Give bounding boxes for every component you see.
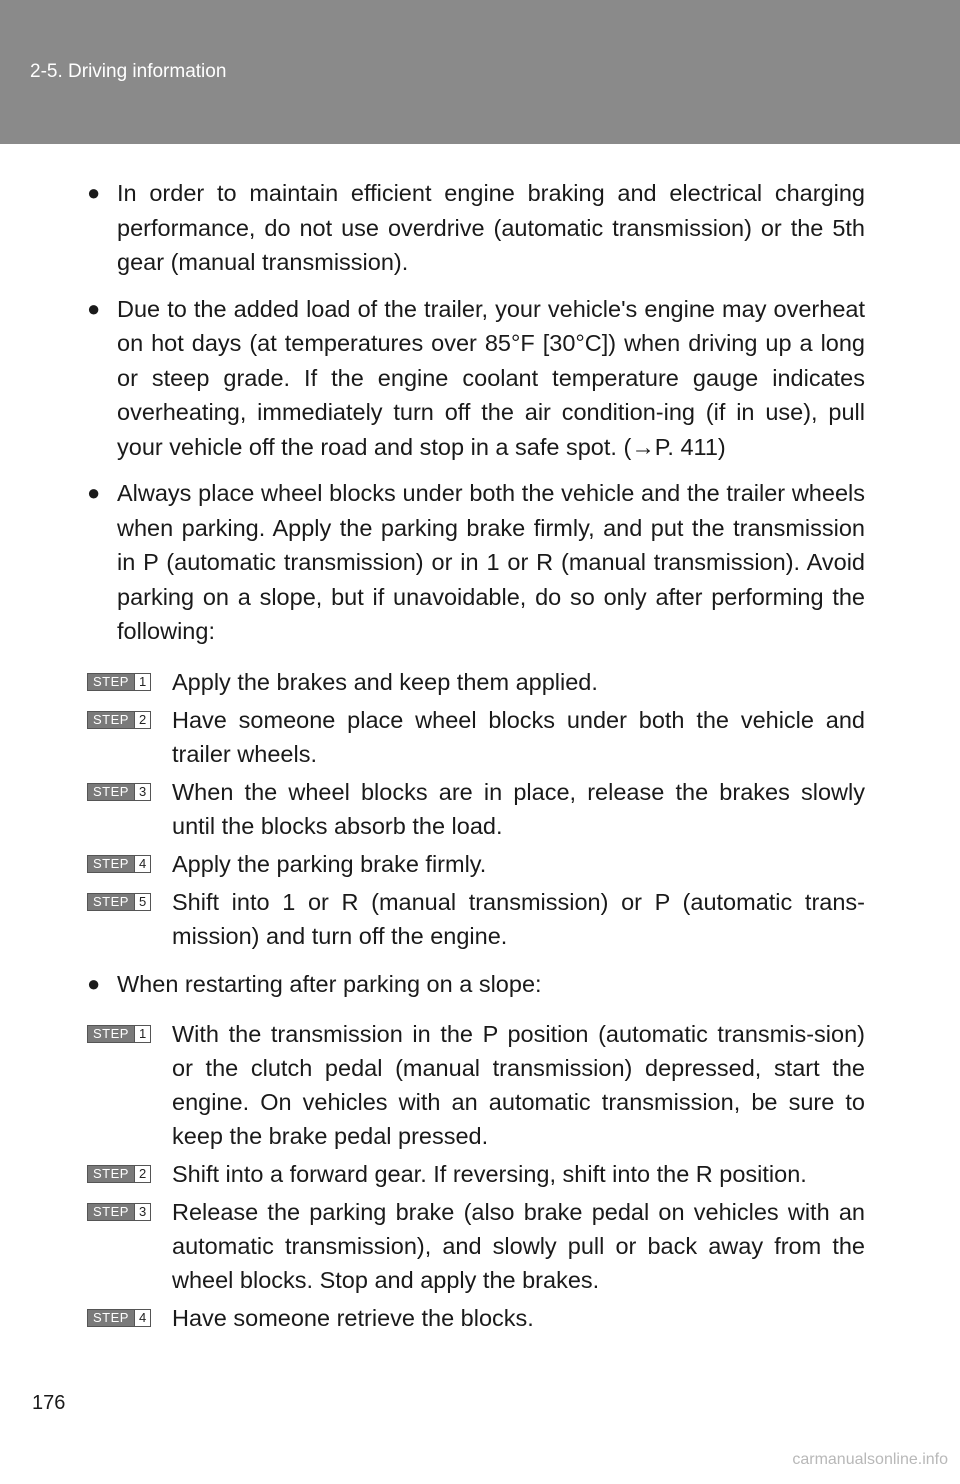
step-badge-label: STEP: [88, 712, 134, 728]
step-badge-label: STEP: [88, 1026, 134, 1042]
step-text: When the wheel blocks are in place, release the brakes slowly until the blocks absorb the load.: [172, 778, 865, 839]
step-badge-label: STEP: [88, 1166, 134, 1182]
step-item: [87, 1157, 865, 1191]
step-badge: [87, 783, 151, 801]
step-badge-label: STEP: [88, 1310, 134, 1326]
step-badge-number: 4: [134, 1310, 150, 1326]
step-text: Shift into 1 or R (manual transmission) or P (automatic trans-mission) and turn off the engine.: [172, 888, 865, 949]
bullet-text: In order to maintain efficient engine braking and electrical charging performance, do not use overdrive (automatic transmission) or the 5th gear (manual transmission).: [117, 180, 865, 275]
step-badge-number: 3: [134, 784, 150, 800]
step-item: [87, 1301, 865, 1335]
step-item: [87, 665, 865, 699]
step-badge-label: STEP: [88, 674, 134, 690]
page-number: 176: [32, 1392, 66, 1414]
step-badge: [87, 1025, 151, 1043]
step-item: [87, 1017, 865, 1153]
bullet-text: When restarting after parking on a slope:: [117, 970, 542, 997]
step-item: [87, 1195, 865, 1297]
section-title: 2-5. Driving information: [30, 61, 227, 82]
step-badge-number: 4: [134, 856, 150, 872]
bullet-icon: ●: [87, 180, 101, 205]
step-item: [87, 775, 865, 843]
watermark: carmanualsonline.info: [792, 1451, 948, 1468]
step-badge-number: 1: [134, 1026, 150, 1042]
step-badge: [87, 893, 151, 911]
content-body: [87, 176, 865, 1335]
step-item: [87, 847, 865, 881]
step-text: Have someone retrieve the blocks.: [172, 1305, 534, 1331]
bullet-icon: ●: [87, 970, 101, 996]
bullet-item: [87, 176, 865, 280]
bullet-item: [87, 476, 865, 649]
step-badge-number: 2: [134, 1166, 150, 1182]
step-text: Apply the brakes and keep them applied.: [172, 668, 598, 695]
step-badge-number: 2: [134, 712, 150, 728]
step-text: Have someone place wheel blocks under both the vehicle and trailer wheels.: [172, 706, 865, 767]
step-text: With the transmission in the P position (automatic transmis-sion) or the clutch pedal (manual transmission) depressed, start the engine. On vehicles with an automatic transmission, be sure to keep the brake pedal pressed.: [172, 1021, 865, 1149]
step-text: Shift into a forward gear. If reversing, shift into the R position.: [172, 1161, 807, 1187]
step-item: [87, 885, 865, 953]
step-badge: [87, 1203, 151, 1221]
step-item: [87, 703, 865, 771]
step-badge-label: STEP: [88, 856, 134, 872]
bullet-text: Always place wheel blocks under both the vehicle and the trailer wheels when parking. Apply the parking brake firmly, and put the transmission in P (automatic transmission) or in 1 or R (manual transmission). Avoid parking on a slope, but if unavoidable, do so only after performing the following:: [117, 480, 865, 644]
step-text: Apply the parking brake firmly.: [172, 850, 487, 877]
step-badge: [87, 673, 151, 691]
step-badge: [87, 855, 151, 873]
bullet-item: [87, 967, 865, 1002]
step-badge: [87, 1309, 151, 1327]
bullet-item: [87, 292, 865, 465]
step-text: Release the parking brake (also brake pedal on vehicles with an automatic transmission), and slowly pull or back away from the wheel blocks. Stop and apply the brakes.: [172, 1199, 865, 1293]
step-badge-number: 1: [134, 674, 150, 690]
step-badge-label: STEP: [88, 1204, 134, 1220]
bullet-text: Due to the added load of the trailer, your vehicle's engine may overheat on hot days (at temperatures over 85°F [30°C]) when driving up a long or steep grade. If the engine coolant temperature gauge indicates overheating, immediately turn off the air condition-ing (if in use), pull your vehicle off the road and stop in a safe spot. (→P. 411): [117, 295, 865, 460]
bullet-icon: ●: [87, 480, 101, 505]
step-badge: [87, 1165, 151, 1183]
step-badge: [87, 711, 151, 729]
step-badge-label: STEP: [88, 784, 134, 800]
step-badge-number: 5: [134, 894, 150, 910]
bullet-icon: ●: [87, 295, 101, 321]
step-badge-number: 3: [134, 1204, 150, 1220]
step-badge-label: STEP: [88, 894, 134, 910]
